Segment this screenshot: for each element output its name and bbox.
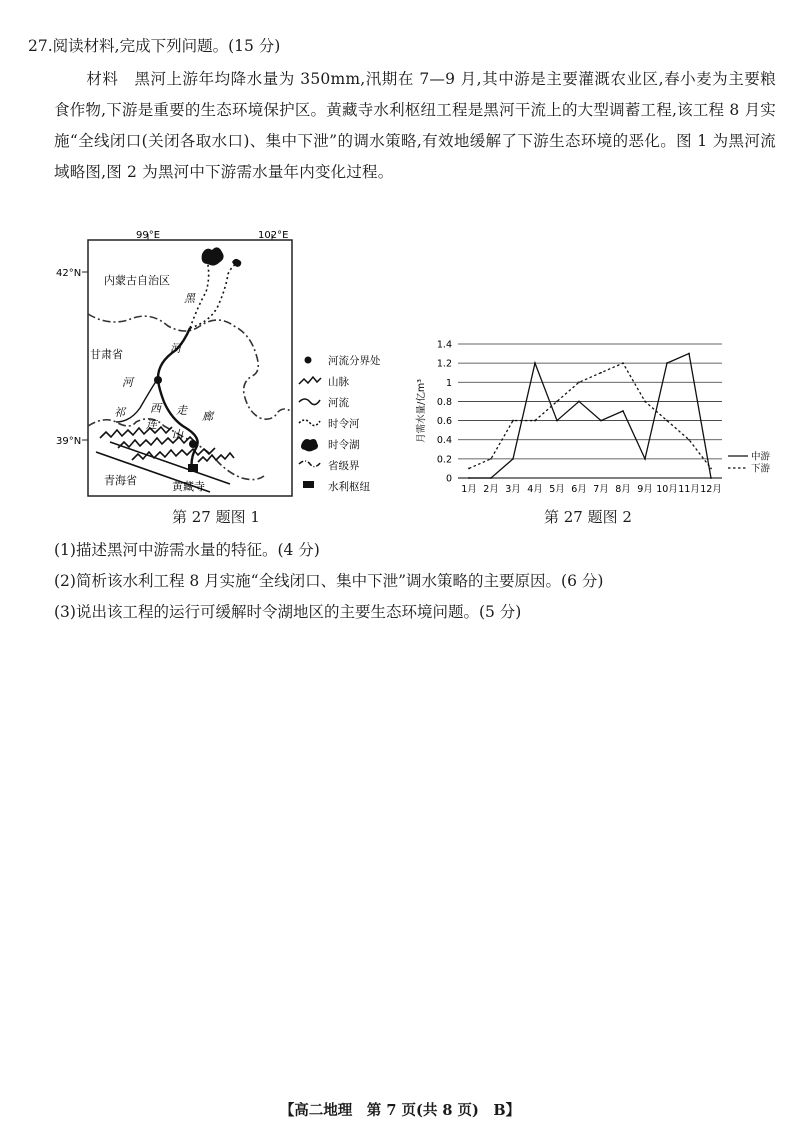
lon-label-102: 102°E — [258, 230, 289, 241]
x-tick-label: 6月 — [571, 484, 587, 495]
x-tick-label: 5月 — [549, 484, 565, 495]
seasonal-lake-west — [202, 247, 224, 265]
x-tick-label: 1月 — [461, 484, 477, 495]
figure-1-caption: 第 27 题图 1 — [172, 508, 260, 526]
sub-question-2: (2)简析该水利工程 8 月实施“全线闭口、集中下泄”调水策略的主要原因。(6 分) — [54, 572, 604, 590]
question-header: 27.阅读材料,完成下列问题。(15 分) — [28, 37, 281, 55]
data-point — [666, 362, 668, 364]
river-icon — [299, 399, 320, 405]
label-inner-mongolia: 内蒙古自治区 — [104, 274, 170, 287]
y-tick-label: 0.2 — [436, 454, 452, 466]
lat-label-42: 42°N — [56, 268, 82, 279]
heihe-char: 河 — [170, 342, 181, 355]
huangzangsi-dam — [188, 464, 198, 472]
river-junction-icon — [305, 357, 312, 364]
y-tick-label: 1 — [445, 377, 452, 389]
hexi_corridor-char: 廊 — [202, 410, 213, 423]
x-tick-label: 9月 — [637, 484, 653, 495]
dam-icon — [303, 481, 314, 488]
data-point — [578, 381, 580, 383]
figure-2-caption: 第 27 题图 2 — [544, 508, 632, 526]
x-tick-label: 7月 — [593, 484, 609, 495]
hexi_corridor-char: 河 — [122, 376, 133, 389]
data-point — [534, 362, 536, 364]
data-point — [600, 420, 602, 422]
legend-label: 山脉 — [328, 376, 349, 388]
qilian-mountain-range — [100, 427, 234, 462]
sub-question-3: (3)说出该工程的运行可缓解时令湖地区的主要生态环境问题。(5 分) — [54, 603, 522, 621]
page-footer: 【高二地理 第 7 页(共 8 页) B】 — [279, 1102, 521, 1119]
y-axis-label: 月需水量/亿m³ — [416, 379, 427, 443]
legend-label: 时令河 — [328, 418, 360, 430]
material-text: 黑河上游年均降水量为 350mm,汛期在 7—9 月,其中游是主要灌溉农业区,春小麦为主要粮食作物,下游是重要的生态环境保护区。黄藏寺水利枢纽工程是黑河干流上的大型调蓄工程,该工程 8 月实施“全线闭口(关闭各取水口)、集中下泄”的调水策略,有效地缓解了下游生态环境的恶化。图 1 为黑河流域略图,图 2 为黑河中下游需水量年内变化过程。 — [54, 70, 777, 181]
chart-legend-label: 中游 — [751, 451, 771, 463]
label-huangzangsi: 黄藏寺 — [172, 480, 205, 493]
data-point — [512, 458, 514, 460]
data-point — [556, 401, 558, 403]
data-point — [534, 420, 536, 422]
label-gansu: 甘肃省 — [90, 348, 123, 361]
sub-question-1: (1)描述黑河中游需水量的特征。(4 分) — [54, 541, 320, 559]
y-tick-label: 0.4 — [436, 435, 452, 447]
seasonal-lake-east — [232, 259, 241, 267]
chart-legend-label: 下游 — [751, 463, 771, 475]
province-border-icon — [299, 461, 321, 467]
mountain-icon — [299, 377, 321, 384]
data-point — [644, 458, 646, 460]
data-point — [688, 353, 690, 355]
data-point — [688, 439, 690, 441]
map-legend — [296, 350, 406, 500]
data-point — [710, 468, 712, 470]
qilian_mountains-char: 祁 — [114, 406, 125, 419]
data-point — [490, 477, 492, 479]
label-qinghai: 青海省 — [104, 474, 137, 487]
data-point — [468, 477, 470, 479]
water-demand-chart — [400, 330, 780, 510]
lon-label-99: 99°E — [136, 230, 161, 241]
hexi_corridor-char: 走 — [176, 404, 187, 417]
data-point — [556, 420, 558, 422]
y-tick-label: 0.8 — [436, 396, 452, 408]
series-line-下游 — [469, 363, 711, 468]
series-line-中游 — [469, 354, 711, 478]
river-junction-north — [154, 376, 162, 384]
lat-label-39: 39°N — [56, 436, 82, 447]
seasonal-river-east — [190, 264, 236, 328]
heihe-char: 黑 — [184, 292, 195, 305]
legend-label: 河流分界处 — [328, 355, 381, 367]
y-tick-label: 0.6 — [436, 416, 452, 428]
x-tick-label: 10月 — [656, 484, 678, 495]
data-point — [512, 420, 514, 422]
x-tick-label: 12月 — [700, 484, 722, 495]
river-junction-south — [189, 440, 197, 448]
legend-label: 河流 — [328, 397, 349, 409]
x-tick-label: 11月 — [678, 484, 700, 495]
data-point — [600, 372, 602, 374]
x-tick-label: 8月 — [615, 484, 631, 495]
data-point — [578, 401, 580, 403]
legend-label: 水利枢纽 — [328, 481, 370, 493]
data-point — [622, 362, 624, 364]
data-point — [666, 420, 668, 422]
data-point — [710, 477, 712, 479]
y-tick-label: 1.2 — [436, 358, 452, 370]
hexi_corridor-char: 西 — [150, 402, 161, 415]
legend-label: 省级界 — [328, 460, 360, 472]
y-tick-label: 0 — [445, 473, 452, 485]
data-point — [622, 410, 624, 412]
data-point — [468, 468, 470, 470]
x-tick-label: 4月 — [527, 484, 543, 495]
material-paragraph — [54, 64, 776, 188]
x-tick-label: 2月 — [483, 484, 499, 495]
qilian_mountains-char: 山 — [172, 428, 183, 441]
heihe-basin-map — [56, 226, 316, 504]
seasonal-river-icon — [299, 420, 320, 426]
qilian_mountains-char: 连 — [146, 418, 157, 431]
seasonal-lake-icon — [301, 439, 318, 452]
y-tick-label: 1.4 — [436, 339, 452, 351]
x-tick-label: 3月 — [505, 484, 521, 495]
data-point — [644, 401, 646, 403]
data-point — [490, 458, 492, 460]
material-label: 材料 — [86, 70, 119, 88]
legend-label: 时令湖 — [328, 439, 360, 451]
